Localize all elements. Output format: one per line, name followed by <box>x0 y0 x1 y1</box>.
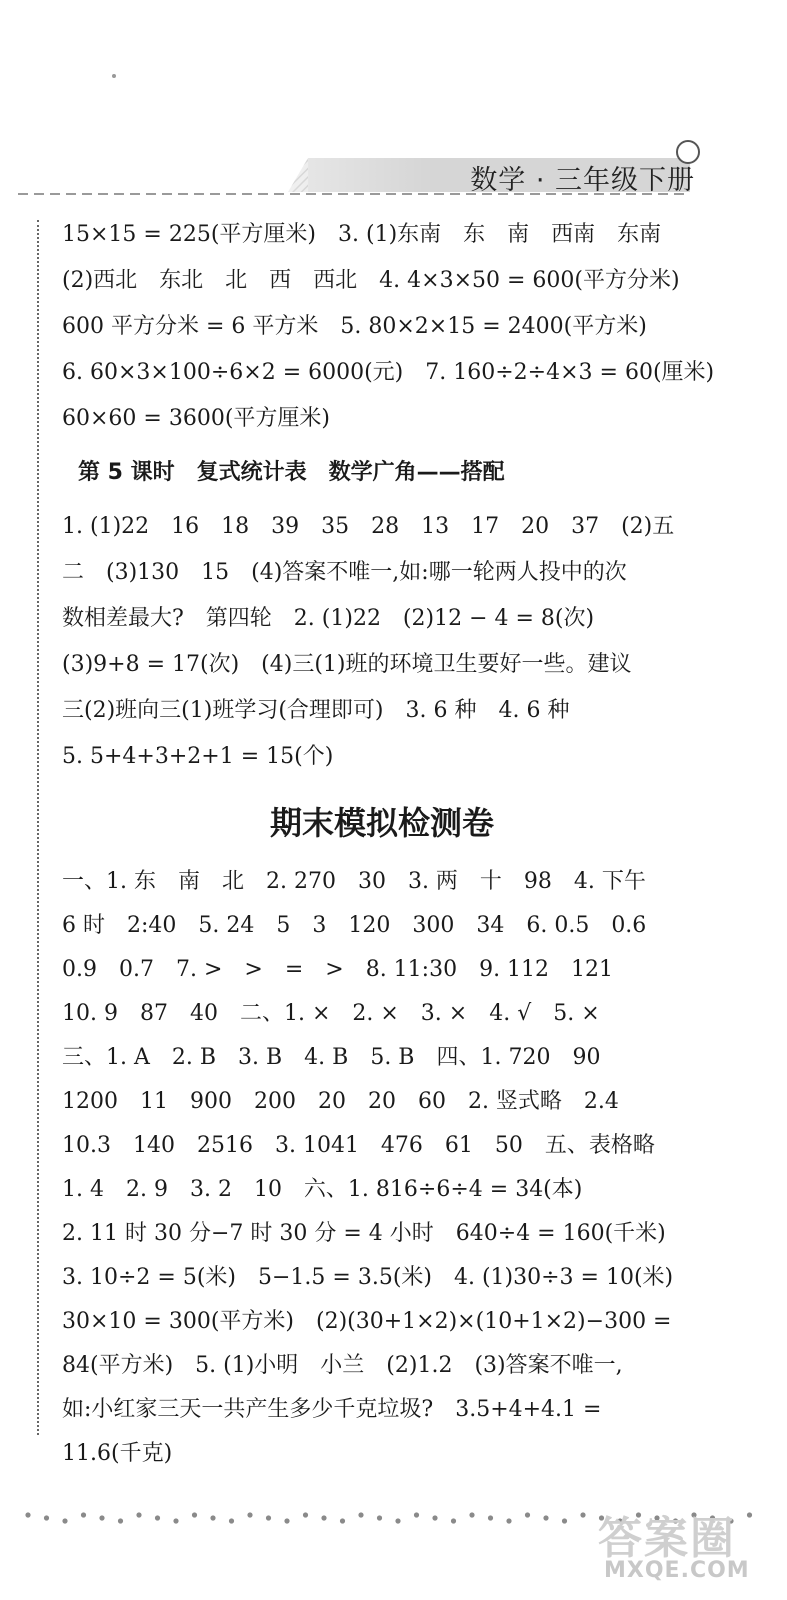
answer-line: 1200 11 900 200 20 20 60 2. 竖式略 2.4 <box>62 1089 619 1114</box>
watermark <box>590 1500 780 1600</box>
border-dot <box>506 1518 511 1523</box>
border-dot <box>155 1515 160 1520</box>
answer-line: 数相差最大? 第四轮 2. (1)22 (2)12 − 4 = 8(次) <box>62 606 595 631</box>
answer-line: 15×15 = 225(平方厘米) 3. (1)东南 东 南 西南 东南 <box>62 222 662 247</box>
answer-line: 60×60 = 3600(平方厘米) <box>62 406 330 431</box>
watermark-en: MXQE.COM <box>604 1558 750 1583</box>
watermark-cn: 答案圈 <box>598 1513 736 1564</box>
border-dot <box>25 1512 30 1517</box>
section-title: 第 5 课时 复式统计表 数学广角——搭配 <box>78 460 505 485</box>
border-dot <box>266 1515 271 1520</box>
scan-speck <box>112 74 116 78</box>
left-margin-rule <box>37 220 39 1435</box>
answer-line: 一、1. 东 南 北 2. 270 30 3. 两 十 98 4. 下午 <box>62 869 646 894</box>
border-dot <box>303 1512 308 1517</box>
answer-line: 2. 11 时 30 分−7 时 30 分 = 4 小时 640÷4 = 160(千米) <box>62 1221 666 1246</box>
exam-title: 期末模拟检测卷 <box>269 804 494 842</box>
answer-line: 三、1. A 2. B 3. B 4. B 5. B 四、1. 720 90 <box>62 1045 601 1070</box>
border-dot <box>192 1512 197 1517</box>
answer-line: 5. 5+4+3+2+1 = 15(个) <box>62 744 334 769</box>
border-dot <box>247 1512 252 1517</box>
border-dot <box>432 1515 437 1520</box>
border-dot <box>210 1515 215 1520</box>
answer-line: 1. 4 2. 9 3. 2 10 六、1. 816÷6÷4 = 34(本) <box>62 1177 583 1202</box>
border-dot <box>62 1518 67 1523</box>
header-title: 数学 · 三年级下册 <box>470 165 695 196</box>
border-dot <box>173 1518 178 1523</box>
answer-line: 二 (3)130 15 (4)答案不唯一,如:哪一轮两人投中的次 <box>62 560 627 585</box>
border-dot <box>525 1512 530 1517</box>
answer-line: 10. 9 87 40 二、1. × 2. × 3. × 4. √ 5. × <box>62 1001 600 1026</box>
border-dot <box>469 1512 474 1517</box>
border-dot <box>44 1515 49 1520</box>
border-dot <box>562 1518 567 1523</box>
border-dot <box>81 1512 86 1517</box>
border-dot <box>284 1518 289 1523</box>
answer-line: 6. 60×3×100÷6×2 = 6000(元) 7. 160÷2÷4×3 = 60(厘米) <box>62 360 715 385</box>
answer-line: 3. 10÷2 = 5(米) 5−1.5 = 3.5(米) 4. (1)30÷3 = 10(米) <box>62 1265 674 1290</box>
border-dot <box>414 1512 419 1517</box>
border-dot <box>543 1515 548 1520</box>
border-dot <box>340 1518 345 1523</box>
border-dot <box>488 1515 493 1520</box>
answer-line: 三(2)班向三(1)班学习(合理即可) 3. 6 种 4. 6 种 <box>62 698 570 723</box>
answer-line: 600 平方分米 = 6 平方米 5. 80×2×15 = 2400(平方米) <box>62 314 647 339</box>
border-dot <box>451 1518 456 1523</box>
answer-line: 1. (1)22 16 18 39 35 28 13 17 20 37 (2)五 <box>62 514 675 539</box>
border-dot <box>321 1515 326 1520</box>
border-dot <box>358 1512 363 1517</box>
answer-line: 如:小红家三天一共产生多少千克垃圾? 3.5+4+4.1 = <box>62 1397 602 1422</box>
border-dot <box>99 1515 104 1520</box>
answer-line: 30×10 = 300(平方米) (2)(30+1×2)×(10+1×2)−300 = <box>62 1309 672 1334</box>
border-dot <box>395 1518 400 1523</box>
border-dot <box>580 1512 585 1517</box>
answer-line: 11.6(千克) <box>62 1441 173 1466</box>
border-dot <box>136 1512 141 1517</box>
border-dot <box>377 1515 382 1520</box>
border-dot <box>229 1518 234 1523</box>
answer-line: 0.9 0.7 7. > > = > 8. 11:30 9. 112 121 <box>62 957 614 982</box>
border-dot <box>118 1518 123 1523</box>
answer-line: 6 时 2:40 5. 24 5 3 120 300 34 6. 0.5 0.6 <box>62 913 647 938</box>
answer-line: 84(平方米) 5. (1)小明 小兰 (2)1.2 (3)答案不唯一, <box>62 1353 623 1378</box>
answer-line: (3)9+8 = 17(次) (4)三(1)班的环境卫生要好一些。建议 <box>62 652 632 677</box>
answer-line: (2)西北 东北 北 西 西北 4. 4×3×50 = 600(平方分米) <box>62 268 680 293</box>
answer-line: 10.3 140 2516 3. 1041 476 61 50 五、表格略 <box>62 1133 655 1158</box>
answer-content <box>62 212 715 1476</box>
